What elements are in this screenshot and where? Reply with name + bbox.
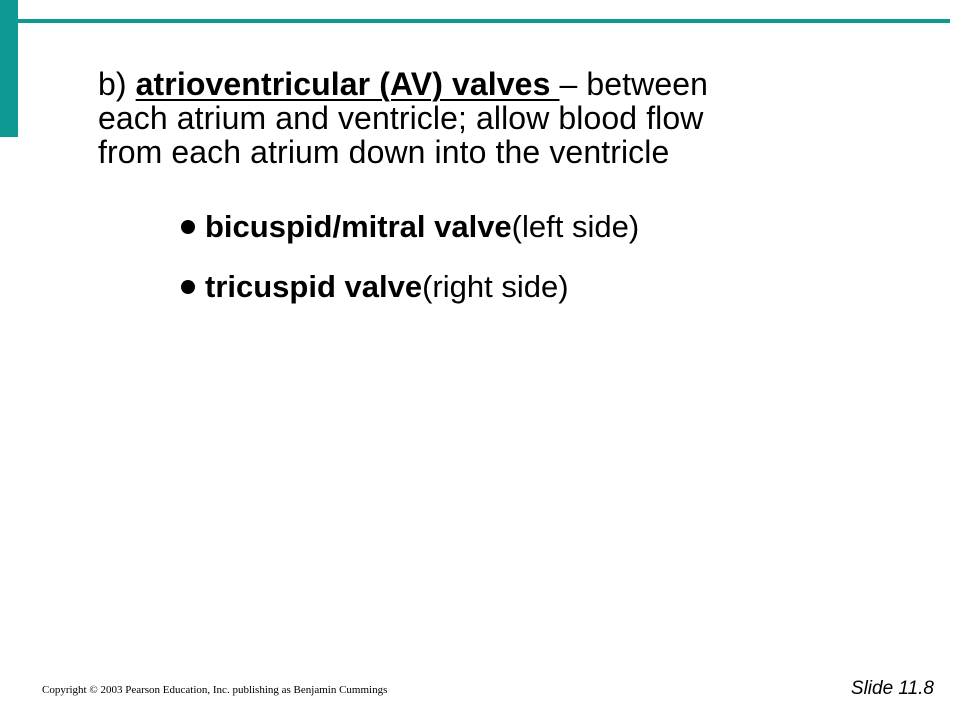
slide-body-heading [98,64,898,172]
bullet-term: tricuspid valve [205,269,423,304]
heading-line-1-rest: – between [559,66,709,102]
bullet-rest: (right side) [422,269,569,304]
copyright-notice: Copyright © 2003 Pearson Education, Inc. publishing as Benjamin Cummings [42,684,388,696]
top-rule [18,19,950,23]
heading-line-2: each atrium and ventricle; allow blood flow [98,100,704,136]
bullet-list [182,207,639,327]
slide-number: Slide 11.8 [850,678,934,699]
bullet-rest: (left side) [511,209,640,244]
bullet-dot-icon [182,221,194,233]
bullet-term: bicuspid/mitral valve [205,209,512,244]
heading-term: atrioventricular (AV) valves [135,66,560,102]
accent-bar [0,0,18,137]
bullet-dot-icon [182,281,194,293]
heading-prefix: b) [98,66,136,102]
heading-line-3: from each atrium down into the ventricle [98,134,670,170]
bullet-item [182,267,639,307]
bullet-item [182,207,639,247]
